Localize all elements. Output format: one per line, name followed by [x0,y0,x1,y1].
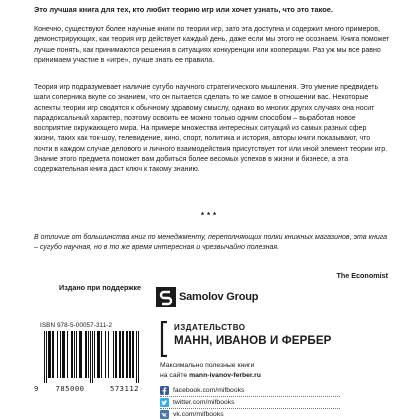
twitter-icon [160,398,169,407]
isbn-number: ISBN 978-5-00057-311-2 [40,322,113,329]
publisher-bracket-icon [160,321,168,357]
barcode-bar [130,331,131,378]
social-link-twitter[interactable] [160,397,360,408]
barcode-bar [115,331,116,378]
barcode-bar [136,331,137,383]
barcode-bar [99,331,100,378]
barcode-bar [86,331,87,378]
publisher-description [160,361,261,381]
barcode-bar [94,331,95,378]
barcode-bar [49,331,50,378]
barcode-bar [53,331,54,378]
description-paragraph-2: Теория игр подразумевает наличие сугубо научного стратегического мышления. Это умение предвидеть шаги соперника вкупе со знанием, что он пытается сделать то же самое в отношении вас. Некоторые аспекты теории игр сводятся к обычному здравому смыслу, однако во многих других случаях она носит парадоксальный характер, поэтому освоить ее можно только одним способом – выработав новое восприятие окружающего мира. На примере множества интересных ситуаций из самых разных сфер жизни, таких как ток-шоу, телевидение, кино, спорт, политика и история, авторы книги показывают, что почти в каждом случае делового и личного взаимодействия присутствует тот или иной элемент теории игр. Знание этого предмета поможет вам добиться более весомых успехов в жизни и бизнесе, а эта содержательная книга даст ключ к такому знанию. [34,84,388,174]
barcode-bar [127,331,128,378]
barcode-bar [60,331,61,378]
description-paragraph-1: Конечно, существуют более научные книги по теории игр, зато эта доступна и содержит много примеров, демонстрирующих, как теория игр действует каждый день, даже если мы этого не осознаем. Книга поможет лучше понять, как принимаются решения в ситуациях конкуренции или кооперации. Раз уж мы все равно принимаем участие в «игре», лучше знать ее правила. [34,26,390,64]
publisher-site-line [160,371,261,381]
barcode-bar [132,331,133,378]
barcode-bar [81,331,82,378]
barcode-bar [79,331,80,378]
publisher-tagline: Максимально полезные книги [160,362,255,369]
vk-icon-bg [160,410,169,419]
vk-icon [160,410,169,419]
barcode-bar [64,331,65,378]
barcode-bar [52,331,53,378]
barcode-bar [50,331,51,378]
barcode-bar [76,331,77,378]
isbn-block [34,322,152,393]
barcode-bar [85,331,86,378]
facebook-icon [160,386,169,395]
barcode-bar [123,331,124,378]
samolov-logo-icon [156,287,176,307]
sponsor-logo [156,287,258,307]
barcode-bar [122,331,123,378]
publisher-site-prefix: на сайте [160,372,190,379]
social-link-vk[interactable] [160,409,360,420]
barcode-bar [46,331,47,383]
barcode-bar [88,331,89,378]
barcode-bar [138,331,139,383]
social-link-text: twitter.com/mifbooks [173,399,235,406]
social-link-text: facebook.com/mifbooks [173,387,245,394]
publisher-site-link[interactable]: mann-ivanov-ferber.ru [189,372,261,379]
barcode-bar [92,331,93,383]
barcode-bar [57,331,58,378]
barcode-bar [67,331,68,378]
barcode-bar [113,331,114,378]
quote-source: The Economist [336,271,388,280]
barcode-digit-group: 785000 [55,384,85,393]
barcode [34,331,152,383]
social-link-text: vk.com/mifbooks [173,411,224,418]
sponsor-name: Samolov Group [179,291,259,303]
review-quote: В отличие от большинства книг по менеджменту, переполняющих полки книжных магазинов, эта книга – сугубо научная, но в то же время интересная и чрезвычайно полезная. [34,234,388,252]
barcode-bar [119,331,120,378]
barcode-bar [98,331,99,378]
barcode-bar [116,331,117,378]
barcode-bar [72,331,73,378]
publisher-label: ИЗДАТЕЛЬСТВО [174,323,246,332]
lead-sentence: Это лучшая книга для тех, кто любит теорию игр или хочет узнать, что это такое. [34,5,333,14]
publisher-name: МАНН, ИВАНОВ И ФЕРБЕР [174,334,332,347]
barcode-bar [74,331,75,378]
barcode-digits [34,384,152,393]
barcode-bar [63,331,64,378]
barcode-bar [105,331,106,378]
barcode-bar [90,331,91,383]
barcode-bar [62,331,63,378]
barcode-bar [44,331,45,383]
barcode-bar [71,331,72,378]
barcode-digit-group: 573112 [110,384,139,393]
barcode-bar [108,331,109,378]
barcode-bar [126,331,127,378]
barcode-bar [133,331,134,378]
barcode-digit-group: 9 [34,384,39,393]
barcode-bar [101,331,102,378]
barcode-bar [120,331,121,378]
barcode-bar [97,331,98,378]
barcode-bar [80,331,81,378]
published-support-label: Издано при поддержке [59,283,141,292]
barcode-bar [129,331,130,378]
social-link-facebook[interactable] [160,385,360,396]
section-divider-stars: *** [200,211,220,220]
barcode-bar [48,331,49,378]
